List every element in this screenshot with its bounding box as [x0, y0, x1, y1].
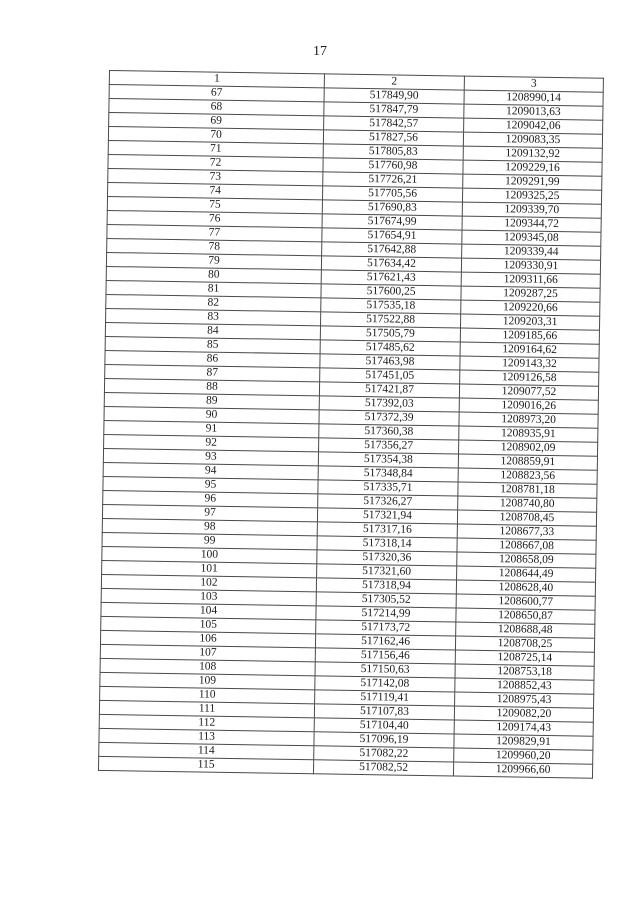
- point-number-cell: 105: [101, 616, 316, 633]
- x-coordinate-cell: 517305,52: [316, 592, 456, 608]
- point-number-cell: 94: [103, 462, 318, 479]
- point-number-cell: 114: [99, 742, 314, 759]
- point-number-cell: 80: [106, 266, 321, 283]
- y-coordinate-cell: 1208975,43: [455, 692, 594, 708]
- y-coordinate-cell: 1209344,72: [462, 216, 601, 232]
- point-number-cell: 96: [103, 490, 318, 507]
- page-number: 17: [313, 44, 327, 59]
- coordinates-table: [98, 70, 604, 779]
- point-number-cell: 102: [101, 574, 316, 591]
- y-coordinate-cell: 1209013,63: [464, 104, 603, 120]
- point-number-cell: 87: [105, 364, 320, 381]
- point-number-cell: 92: [104, 434, 319, 451]
- y-coordinate-cell: 1209077,52: [459, 384, 598, 400]
- point-number-cell: 93: [103, 448, 318, 465]
- x-coordinate-cell: 517119,41: [315, 690, 455, 706]
- point-number-cell: 91: [104, 420, 319, 437]
- x-coordinate-cell: 517827,56: [323, 130, 463, 146]
- y-coordinate-cell: 1208644,49: [457, 566, 596, 582]
- point-number-cell: 104: [101, 602, 316, 619]
- column-header-3: 3: [464, 76, 603, 92]
- x-coordinate-cell: 517847,79: [324, 102, 464, 118]
- point-number-cell: 109: [100, 672, 315, 689]
- point-number-cell: 67: [109, 85, 324, 102]
- y-coordinate-cell: 1208740,80: [458, 496, 597, 512]
- y-coordinate-cell: 1208823,56: [458, 468, 597, 484]
- y-coordinate-cell: 1209164,62: [460, 342, 599, 358]
- y-coordinate-cell: 1209339,44: [462, 244, 601, 260]
- x-coordinate-cell: 517600,25: [321, 284, 461, 300]
- y-coordinate-cell: 1208753,18: [455, 664, 594, 680]
- y-coordinate-cell: 1209960,20: [454, 748, 593, 764]
- x-coordinate-cell: 517654,91: [322, 228, 462, 244]
- x-coordinate-cell: 517372,39: [319, 410, 459, 426]
- point-number-cell: 70: [108, 127, 323, 144]
- x-coordinate-cell: 517082,22: [314, 746, 454, 762]
- point-number-cell: 74: [108, 182, 323, 199]
- point-number-cell: 85: [105, 336, 320, 353]
- y-coordinate-cell: 1209966,60: [453, 762, 592, 778]
- x-coordinate-cell: 517142,08: [315, 676, 455, 692]
- y-coordinate-cell: 1209345,08: [462, 230, 601, 246]
- x-coordinate-cell: 517634,42: [321, 256, 461, 272]
- y-coordinate-cell: 1208902,09: [459, 440, 598, 456]
- y-coordinate-cell: 1208935,91: [459, 426, 598, 442]
- point-number-cell: 100: [102, 546, 317, 563]
- table-body: [98, 85, 603, 779]
- point-number-cell: 72: [108, 154, 323, 171]
- y-coordinate-cell: 1208852,43: [455, 678, 594, 694]
- point-number-cell: 79: [106, 252, 321, 269]
- y-coordinate-cell: 1209330,91: [461, 258, 600, 274]
- y-coordinate-cell: 1208688,48: [456, 622, 595, 638]
- column-header-2: 2: [324, 74, 464, 90]
- point-number-cell: 83: [106, 308, 321, 325]
- y-coordinate-cell: 1209229,16: [463, 160, 602, 176]
- point-number-cell: 75: [107, 196, 322, 213]
- column-header-1: 1: [109, 71, 324, 88]
- y-coordinate-cell: 1209082,20: [454, 706, 593, 722]
- y-coordinate-cell: 1208628,40: [456, 580, 595, 596]
- point-number-cell: 95: [103, 476, 318, 493]
- point-number-cell: 103: [101, 588, 316, 605]
- x-coordinate-cell: 517463,98: [320, 354, 460, 370]
- x-coordinate-cell: 517318,94: [316, 578, 456, 594]
- point-number-cell: 68: [109, 99, 324, 116]
- point-number-cell: 115: [98, 756, 313, 773]
- y-coordinate-cell: 1208859,91: [458, 454, 597, 470]
- x-coordinate-cell: 517173,72: [316, 620, 456, 636]
- point-number-cell: 106: [100, 630, 315, 647]
- y-coordinate-cell: 1209132,92: [463, 146, 602, 162]
- point-number-cell: 89: [104, 392, 319, 409]
- point-number-cell: 88: [104, 378, 319, 395]
- x-coordinate-cell: 517317,16: [317, 522, 457, 538]
- x-coordinate-cell: 517326,27: [318, 494, 458, 510]
- x-coordinate-cell: 517356,27: [319, 438, 459, 454]
- x-coordinate-cell: 517348,84: [318, 466, 458, 482]
- x-coordinate-cell: 517505,79: [320, 326, 460, 342]
- point-number-cell: 90: [104, 406, 319, 423]
- x-coordinate-cell: 517805,83: [323, 144, 463, 160]
- x-coordinate-cell: 517642,88: [322, 242, 462, 258]
- point-number-cell: 99: [102, 532, 317, 549]
- y-coordinate-cell: 1209126,58: [460, 370, 599, 386]
- y-coordinate-cell: 1208650,87: [456, 608, 595, 624]
- y-coordinate-cell: 1209220,66: [461, 300, 600, 316]
- point-number-cell: 77: [107, 224, 322, 241]
- x-coordinate-cell: 517726,21: [323, 172, 463, 188]
- y-coordinate-cell: 1208667,08: [457, 538, 596, 554]
- y-coordinate-cell: 1208781,18: [458, 482, 597, 498]
- x-coordinate-cell: 517421,87: [319, 382, 459, 398]
- point-number-cell: 97: [102, 504, 317, 521]
- x-coordinate-cell: 517214,99: [316, 606, 456, 622]
- point-number-cell: 112: [99, 714, 314, 731]
- point-number-cell: 86: [105, 350, 320, 367]
- y-coordinate-cell: 1209016,26: [459, 398, 598, 414]
- x-coordinate-cell: 517150,63: [315, 662, 455, 678]
- x-coordinate-cell: 517690,83: [322, 200, 462, 216]
- y-coordinate-cell: 1208725,14: [455, 650, 594, 666]
- point-number-cell: 82: [106, 294, 321, 311]
- point-number-cell: 98: [102, 518, 317, 535]
- point-number-cell: 107: [100, 644, 315, 661]
- x-coordinate-cell: 517082,52: [313, 760, 453, 776]
- point-number-cell: 108: [100, 658, 315, 675]
- x-coordinate-cell: 517705,56: [322, 186, 462, 202]
- y-coordinate-cell: 1208708,25: [455, 636, 594, 652]
- y-coordinate-cell: 1209042,06: [464, 118, 603, 134]
- x-coordinate-cell: 517842,57: [324, 116, 464, 132]
- y-coordinate-cell: 1209174,43: [454, 720, 593, 736]
- point-number-cell: 84: [105, 322, 320, 339]
- x-coordinate-cell: 517104,40: [314, 718, 454, 734]
- x-coordinate-cell: 517621,43: [321, 270, 461, 286]
- x-coordinate-cell: 517760,98: [323, 158, 463, 174]
- point-number-cell: 101: [102, 560, 317, 577]
- coordinates-table-container: [98, 70, 604, 779]
- y-coordinate-cell: 1209203,31: [460, 314, 599, 330]
- y-coordinate-cell: 1208658,09: [457, 552, 596, 568]
- y-coordinate-cell: 1209287,25: [461, 286, 600, 302]
- x-coordinate-cell: 517156,46: [315, 648, 455, 664]
- y-coordinate-cell: 1209083,35: [463, 132, 602, 148]
- x-coordinate-cell: 517335,71: [318, 480, 458, 496]
- x-coordinate-cell: 517320,36: [317, 550, 457, 566]
- x-coordinate-cell: 517354,38: [318, 452, 458, 468]
- x-coordinate-cell: 517849,90: [324, 88, 464, 104]
- y-coordinate-cell: 1209185,66: [460, 328, 599, 344]
- y-coordinate-cell: 1209291,99: [463, 174, 602, 190]
- point-number-cell: 73: [108, 168, 323, 185]
- point-number-cell: 110: [100, 686, 315, 703]
- x-coordinate-cell: 517321,60: [317, 564, 457, 580]
- y-coordinate-cell: 1208990,14: [464, 90, 603, 106]
- y-coordinate-cell: 1209339,70: [462, 202, 601, 218]
- x-coordinate-cell: 517162,46: [315, 634, 455, 650]
- y-coordinate-cell: 1209311,66: [461, 272, 600, 288]
- y-coordinate-cell: 1208708,45: [457, 510, 596, 526]
- point-number-cell: 76: [107, 210, 322, 227]
- x-coordinate-cell: 517392,03: [319, 396, 459, 412]
- x-coordinate-cell: 517321,94: [317, 508, 457, 524]
- point-number-cell: 71: [108, 140, 323, 157]
- point-number-cell: 69: [109, 113, 324, 130]
- x-coordinate-cell: 517107,83: [314, 704, 454, 720]
- x-coordinate-cell: 517522,88: [321, 312, 461, 328]
- x-coordinate-cell: 517535,18: [321, 298, 461, 314]
- y-coordinate-cell: 1209829,91: [454, 734, 593, 750]
- y-coordinate-cell: 1209143,32: [460, 356, 599, 372]
- x-coordinate-cell: 517674,99: [322, 214, 462, 230]
- point-number-cell: 78: [107, 238, 322, 255]
- y-coordinate-cell: 1208973,20: [459, 412, 598, 428]
- x-coordinate-cell: 517451,05: [320, 368, 460, 384]
- x-coordinate-cell: 517096,19: [314, 732, 454, 748]
- y-coordinate-cell: 1208600,77: [456, 594, 595, 610]
- y-coordinate-cell: 1208677,33: [457, 524, 596, 540]
- point-number-cell: 81: [106, 280, 321, 297]
- x-coordinate-cell: 517318,14: [317, 536, 457, 552]
- x-coordinate-cell: 517360,38: [319, 424, 459, 440]
- x-coordinate-cell: 517485,62: [320, 340, 460, 356]
- point-number-cell: 111: [99, 700, 314, 717]
- y-coordinate-cell: 1209325,25: [462, 188, 601, 204]
- point-number-cell: 113: [99, 728, 314, 745]
